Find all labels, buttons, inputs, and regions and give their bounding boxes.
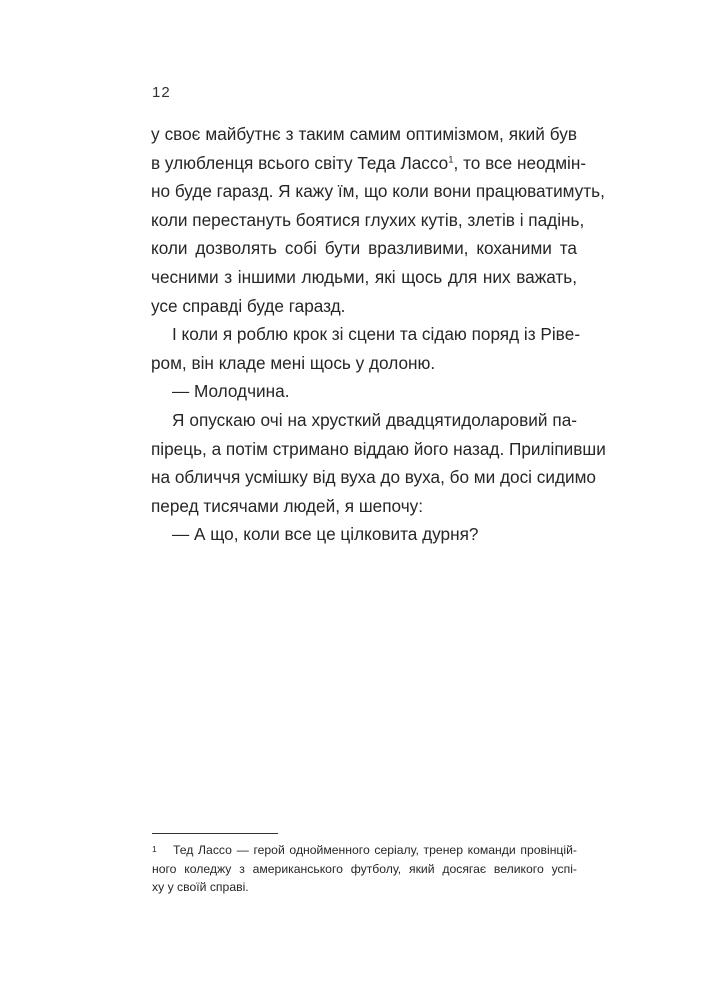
text-fragment: , то все неодмін-: [453, 152, 587, 173]
footnote-reference[interactable]: 1: [448, 153, 454, 165]
text-line: у своє майбутнє з таким самим оптимізмом, який був: [151, 124, 577, 144]
body-text: [151, 120, 606, 549]
text-line: на обличчя усмішку від вуха до вуха, бо ми досі сидимо: [151, 467, 596, 488]
text-line: [151, 149, 587, 178]
footnote-number: 1: [152, 844, 157, 854]
text-line: перед тисячами людей, я шепочу:: [151, 495, 424, 516]
dialogue-line: — А що, коли все це цілковита дурня?: [172, 524, 479, 545]
footnote-line: ху у своїй справі.: [152, 880, 249, 894]
text-line: но буде гаразд. Я кажу їм, що коли вони працюватимуть,: [151, 181, 605, 202]
footnote-divider: [152, 833, 278, 834]
text-line: коли дозволять собі бути вразливими, коханими та: [151, 238, 577, 259]
text-line: ром, він кладе мені щось у долоню.: [151, 352, 436, 373]
text-line: Я опускаю очі на хрусткий двадцятидоларовий па-: [172, 409, 577, 430]
footnote-line: ного коледжу з американського футболу, який досягає великого успі-: [152, 861, 577, 876]
dialogue-line: — Молодчина.: [172, 381, 290, 402]
text-line: пірець, а потім стримано віддаю його назад. Приліпивши: [151, 438, 606, 459]
text-line: усе справді буде гаразд.: [151, 295, 346, 316]
footnote: [152, 841, 577, 897]
text-line: коли перестануть боятися глухих кутів, злетів і падінь,: [151, 209, 585, 230]
text-line: І коли я роблю крок зі сцени та сідаю поряд із Рівe-: [172, 324, 581, 345]
page-number: 12: [152, 84, 171, 101]
text-line: чесними з іншими людьми, які щось для них важать,: [151, 266, 577, 287]
footnote-line: Тед Лассо — герой однойменного серіалу, тренер команди провінцій-: [173, 843, 577, 857]
text-fragment: в улюбленця всього світу Теда Лассо: [151, 152, 449, 173]
